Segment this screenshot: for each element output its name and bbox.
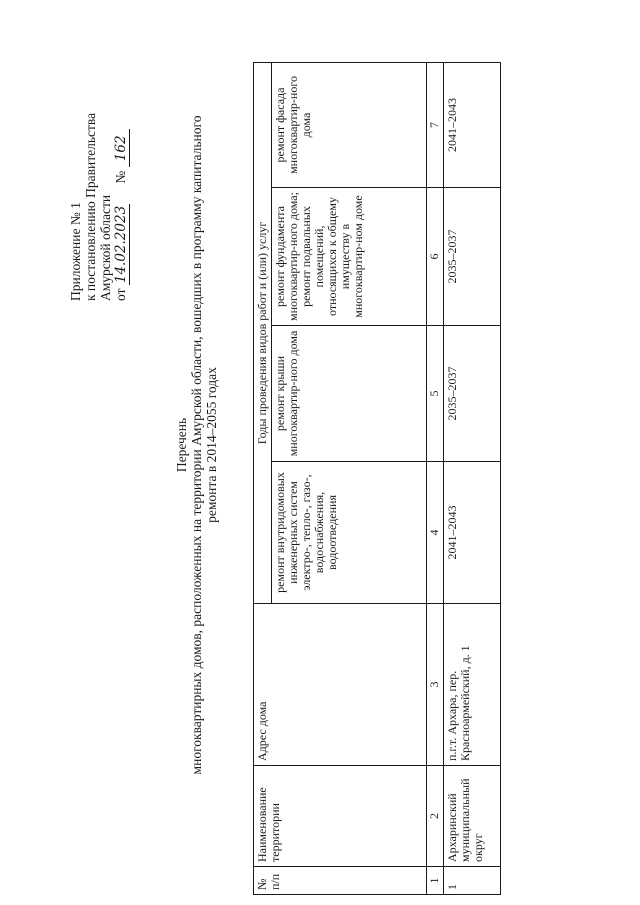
date-prefix: от (113, 288, 128, 301)
title-line: многоквартирных домов, расположенных на территории Амурской области, вошедших в программу капитального (189, 115, 204, 775)
title-line: ремонта в 2014–2055 годах (204, 367, 219, 523)
row-num: 1 (444, 867, 501, 895)
handwritten-date: 14.02.2023 (113, 205, 129, 284)
header-num: № п/п (254, 867, 427, 895)
header-years-group: Годы проведения видов работ и (или) услуг (254, 62, 272, 603)
column-number: 1 (427, 867, 444, 895)
header-facade: ремонт фасада многоквартир-ного дома (272, 62, 427, 187)
row-foundation-years: 2035–2037 (444, 188, 501, 326)
header-address: Адрес дома (254, 604, 427, 766)
column-number: 3 (427, 604, 444, 766)
appendix-line: Приложение № 1 (68, 202, 83, 301)
handwritten-number: 162 (114, 129, 130, 167)
table-row (444, 62, 501, 894)
column-number: 7 (427, 62, 444, 187)
number-prefix: № (113, 170, 128, 184)
document-title (174, 55, 219, 835)
appendix-line: к постановлению Правительства (83, 112, 98, 301)
row-facade-years: 2041–2043 (444, 62, 501, 187)
column-number: 5 (427, 326, 444, 462)
header-foundation: ремонт фундамента многоквартир-ного дома; ремонт подвальных помещений, относящихся к общему имуществу в многоквартир-ном доме (272, 188, 427, 326)
appendix-date-line (113, 31, 130, 301)
column-number: 4 (427, 462, 444, 604)
column-number: 2 (427, 766, 444, 867)
header-territory: Наименование территории (254, 766, 427, 867)
column-number: 6 (427, 188, 444, 326)
appendix-header (68, 31, 130, 301)
appendix-line: Амурской области (98, 194, 113, 301)
row-roof-years: 2035–2037 (444, 326, 501, 462)
houses-table (253, 62, 501, 895)
row-engineering-years: 2041–2043 (444, 462, 501, 604)
row-address: п.г.т. Архара, пер. Красноармейский, д. 1 (444, 604, 501, 766)
column-number-row (427, 62, 444, 894)
header-engineering-systems: ремонт внутридомовых инженерных систем электро-, тепло-, газо-, водоснабжения, водоотведения (272, 462, 427, 604)
title-line: Перечень (174, 417, 189, 473)
header-roof: ремонт крыши многоквартир-ного дома (272, 326, 427, 462)
row-territory: Архаринский муниципальный округ (444, 766, 501, 867)
